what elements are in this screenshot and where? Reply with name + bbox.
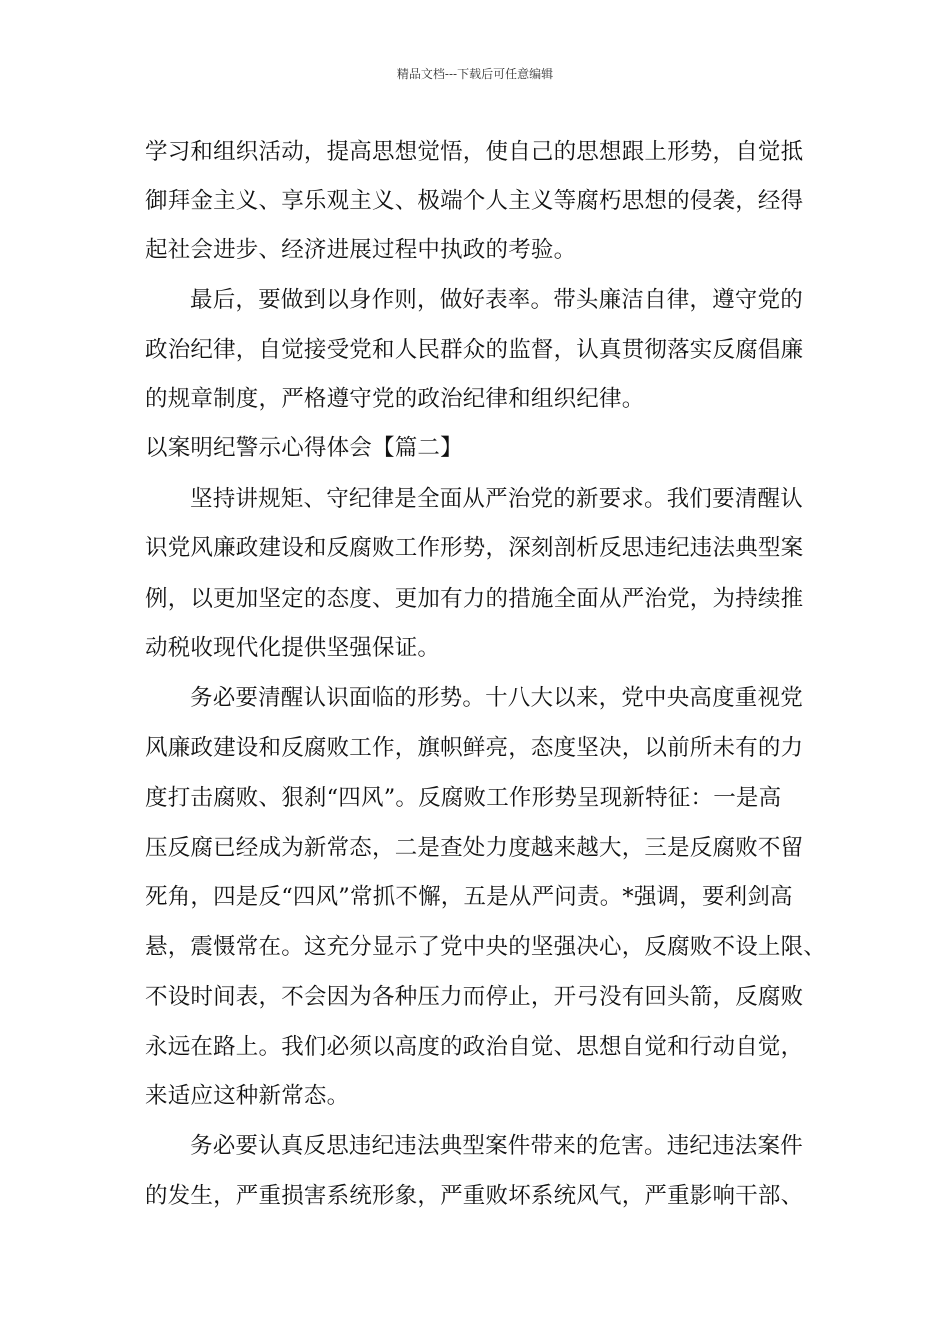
text-line: 永远在路上。我们必须以高度的政治自觉、思想自觉和行动自觉， (145, 1034, 804, 1060)
section-heading: 以案明纪警示心得体会【篇二】 (145, 435, 463, 461)
text-line: 的规章制度，严格遵守党的政治纪律和组织纪律。 (145, 386, 645, 412)
text-line: 例，以更加坚定的态度、更加有力的措施全面从严治党，为持续推 (145, 586, 804, 612)
text-line: 的发生，严重损害系统形象，严重败坏系统风气，严重影响干部、 (145, 1183, 804, 1209)
text-line: 起社会进步、经济进展过程中执政的考验。 (145, 237, 577, 263)
text-line: 度打击腐败、狠刹“四风”。反腐败工作形势呈现新特征：一是高 (145, 785, 782, 811)
text-line: 来适应这种新常态。 (145, 1083, 350, 1109)
text-line: 动税收现代化提供坚强保证。 (145, 635, 441, 661)
text-line: 不设时间表，不会因为各种压力而停止，开弓没有回头箭，反腐败 (145, 984, 804, 1010)
page-header: 精品文档---下载后可任意编辑 (396, 67, 554, 81)
text-line: 政治纪律，自觉接受党和人民群众的监督，认真贯彻落实反腐倡廉 (145, 337, 804, 363)
text-line: 学习和组织活动，提高思想觉悟，使自己的思想跟上形势，自觉抵 (145, 139, 804, 165)
text-line: 压反腐已经成为新常态，二是查处力度越来越大，三是反腐败不留 (145, 835, 804, 861)
text-line: 识党风廉政建设和反腐败工作形势，深刻剖析反思违纪违法典型案 (145, 535, 804, 561)
text-line: 务必要清醒认识面临的形势。十八大以来，党中央高度重视党 (190, 685, 803, 711)
text-line: 死角，四是反“四风”常抓不懈，五是从严问责。*强调，要利剑高 (145, 884, 793, 910)
text-line: 最后，要做到以身作则，做好表率。带头廉洁自律，遵守党的 (190, 287, 803, 313)
text-line: 悬，震慑常在。这充分显示了党中央的坚强决心，反腐败不设上限、 (145, 934, 827, 960)
text-line: 坚持讲规矩、守纪律是全面从严治党的新要求。我们要清醒认 (190, 486, 803, 512)
text-line: 务必要认真反思违纪违法典型案件带来的危害。违纪违法案件 (190, 1133, 803, 1159)
text-line: 风廉政建设和反腐败工作，旗帜鲜亮，态度坚决，以前所未有的力 (145, 735, 804, 761)
text-line: 御拜金主义、享乐观主义、极端个人主义等腐朽思想的侵袭，经得 (145, 188, 804, 214)
